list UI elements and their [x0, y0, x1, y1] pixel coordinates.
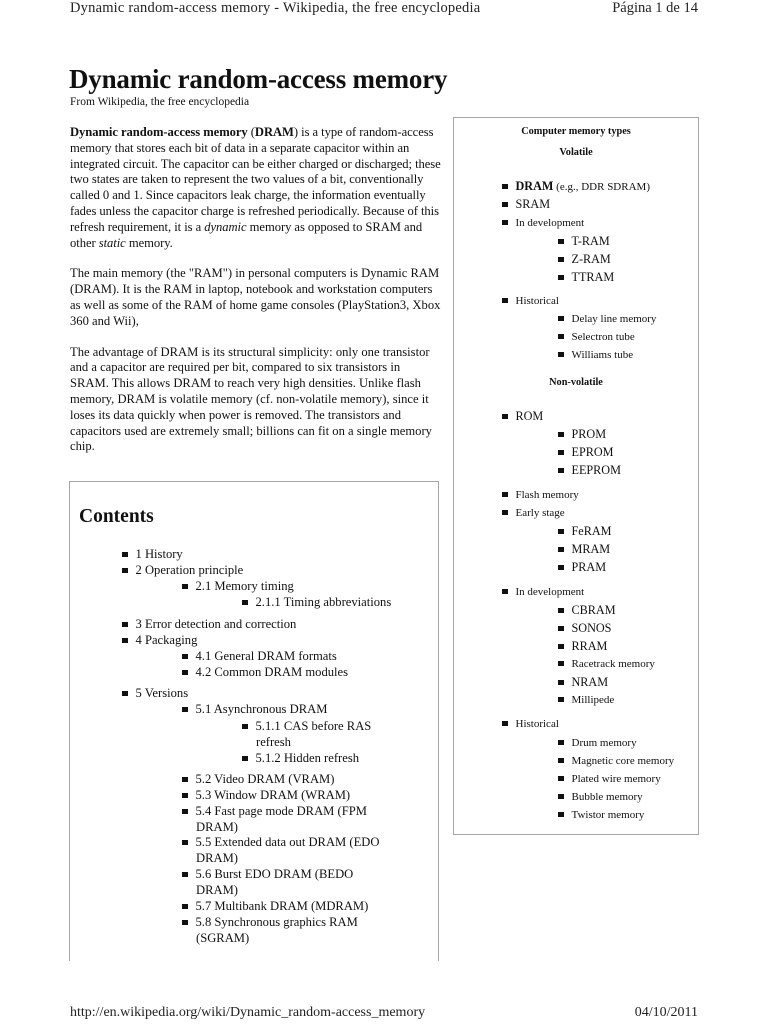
infobox-link-label: ROM [515, 409, 544, 423]
toc-link-label: 4.1 General DRAM formats [195, 649, 337, 663]
toc-link[interactable] [242, 719, 371, 735]
infobox-link-label: Williams tube [571, 349, 634, 361]
infobox-link[interactable] [558, 428, 606, 441]
infobox-link-label: Drum memory [571, 737, 637, 749]
toc-link-label: 5.2 Video DRAM (VRAM) [195, 772, 335, 786]
toc-link-label: 5.4 Fast page mode DRAM (FPM [195, 804, 367, 818]
toc-link-label: 5.1.1 CAS before RAS [255, 719, 372, 733]
infobox-title: Computer memory types [521, 126, 631, 137]
infobox-link-label: PRAM [571, 560, 607, 574]
infobox-group-label[interactable] [502, 507, 565, 520]
toc-link[interactable] [182, 702, 327, 718]
bullet-icon [502, 414, 508, 420]
toc-link[interactable] [182, 579, 294, 595]
intro-paragraph-3: The advantage of DRAM is its structural simplicity: only one transistor and a capacitor are required per bit, compared to six transistors in SRAM. This allows DRAM to reach very high densities. Unlike flash memory, DRAM is volatile memory (cf. non-volatile memory), since it loses its data quickly when power is removed. The transistors and capacitors used are extremely small; billions can fit on a single memory chip. [70, 344, 432, 454]
bullet-icon [558, 529, 564, 535]
bullet-icon [182, 654, 188, 660]
bullet-icon [558, 812, 564, 818]
text-run: ( [247, 125, 255, 139]
toc-link[interactable] [182, 665, 348, 681]
term-dram-abbr: DRAM [254, 125, 294, 139]
infobox-link-label-bold: DRAM [515, 179, 554, 193]
text-run: memory as opposed to SRAM and other [70, 219, 423, 250]
toc-link-continuation[interactable]: refresh [256, 735, 291, 749]
infobox-link-label: Bubble memory [571, 791, 643, 803]
bullet-icon [502, 184, 508, 190]
toc-link-label: 4 Packaging [135, 633, 198, 647]
bullet-icon [182, 777, 188, 783]
toc-link-label: 2 Operation principle [135, 563, 244, 577]
bullet-icon [502, 721, 508, 727]
infobox-link-label: Flash memory [515, 489, 579, 501]
bullet-icon [122, 622, 128, 628]
infobox-link[interactable] [558, 658, 655, 671]
infobox-link-label: Z-RAM [571, 252, 611, 266]
toc-link-continuation[interactable]: DRAM) [196, 883, 238, 897]
toc-link-continuation[interactable]: DRAM) [196, 820, 238, 834]
toc-link[interactable] [122, 617, 296, 633]
bullet-icon [122, 638, 128, 644]
infobox-link[interactable] [558, 561, 606, 574]
bullet-icon [558, 547, 564, 553]
bullet-icon [558, 316, 564, 322]
infobox-link[interactable] [558, 791, 643, 804]
infobox-link[interactable] [558, 235, 610, 248]
infobox-link-label: TTRAM [571, 270, 615, 284]
toc-link[interactable] [182, 772, 334, 788]
article-title: Dynamic random-access memory [69, 64, 448, 94]
bullet-icon [502, 202, 508, 208]
print-header-title: Dynamic random-access memory - Wikipedia, the free encyclopedia [70, 0, 481, 16]
bullet-icon [182, 920, 188, 926]
toc-link[interactable] [242, 595, 391, 611]
toc-link-label: 5.7 Multibank DRAM (MDRAM) [195, 899, 369, 913]
infobox-link-label: Selectron tube [571, 331, 635, 343]
infobox-group-label[interactable] [502, 718, 559, 731]
bullet-icon [558, 758, 564, 764]
toc-title: Contents [79, 506, 154, 527]
infobox-link-label: Twistor memory [571, 809, 645, 821]
bullet-icon [558, 626, 564, 632]
infobox-link[interactable] [558, 773, 661, 786]
infobox-link-label: EPROM [571, 445, 614, 459]
print-footer-url: http://en.wikipedia.org/wiki/Dynamic_random-access_memory [70, 1005, 426, 1020]
toc-link-label: 1 History [135, 547, 183, 561]
bullet-icon [558, 644, 564, 650]
bullet-icon [558, 450, 564, 456]
bullet-icon [558, 432, 564, 438]
infobox-link[interactable] [558, 543, 610, 556]
bullet-icon [558, 794, 564, 800]
infobox-link-label: Plated wire memory [571, 773, 661, 785]
bullet-icon [122, 691, 128, 697]
infobox-link[interactable] [558, 525, 611, 538]
bullet-icon [558, 334, 564, 340]
bullet-icon [242, 756, 248, 762]
infobox-link-label: SRAM [515, 197, 551, 211]
bullet-icon [558, 239, 564, 245]
bullet-icon [182, 584, 188, 590]
infobox-link[interactable] [558, 640, 607, 653]
bullet-icon [182, 840, 188, 846]
toc-link[interactable] [182, 899, 368, 915]
toc-link-continuation[interactable]: (SGRAM) [196, 931, 250, 945]
infobox-link[interactable] [558, 253, 611, 266]
table-of-contents [69, 481, 439, 961]
bullet-icon [242, 600, 248, 606]
toc-link[interactable] [242, 751, 359, 767]
infobox-link-label: NRAM [571, 675, 609, 689]
bullet-icon [182, 809, 188, 815]
toc-link-continuation[interactable]: DRAM) [196, 851, 238, 865]
bullet-icon [502, 492, 508, 498]
infobox-link-label: EEPROM [571, 463, 621, 477]
bullet-icon [558, 565, 564, 571]
toc-link-label: 5.8 Synchronous graphics RAM [195, 915, 358, 929]
infobox-link-label: Early stage [515, 507, 565, 519]
infobox-group-label[interactable] [502, 295, 559, 308]
infobox-link-label: Historical [515, 718, 559, 730]
toc-link[interactable] [182, 867, 353, 883]
infobox-heading-volatile[interactable]: Volatile [559, 147, 593, 158]
infobox-link[interactable] [502, 180, 650, 194]
toc-link-label: 3 Error detection and correction [135, 617, 297, 631]
intro-paragraph-2: The main memory (the "RAM") in personal computers is Dynamic RAM (DRAM). It is the RAM in laptop, notebook and workstation computers as well as some of the RAM of home game consoles (PlayStation3, Xbox 360 and Wii), [70, 266, 441, 328]
infobox-link[interactable] [558, 604, 616, 617]
infobox-link-label: Delay line memory [571, 313, 657, 325]
infobox-link[interactable] [558, 809, 644, 822]
toc-link[interactable] [182, 804, 367, 820]
bullet-icon [558, 697, 564, 703]
bullet-icon [122, 552, 128, 558]
toc-link-label: 5 Versions [135, 686, 189, 700]
bullet-icon [558, 661, 564, 667]
infobox-link-label: In development [515, 217, 585, 229]
bullet-icon [182, 793, 188, 799]
toc-link[interactable] [122, 633, 197, 649]
infobox-link[interactable] [558, 737, 637, 750]
infobox-link-label: SONOS [571, 621, 612, 635]
toc-link-label: 5.6 Burst EDO DRAM (BEDO [195, 867, 354, 881]
bullet-icon [502, 220, 508, 226]
infobox-link[interactable] [558, 464, 621, 477]
toc-link[interactable] [182, 788, 350, 804]
bullet-icon [558, 740, 564, 746]
toc-link[interactable] [122, 547, 183, 563]
text-run: memory. [125, 235, 173, 250]
infobox-link-label: MRAM [571, 542, 611, 556]
print-header-page-number: Página 1 de 14 [612, 0, 698, 16]
bullet-icon [182, 670, 188, 676]
infobox-link-label-suffix: (e.g., DDR SDRAM) [553, 181, 650, 193]
toc-link[interactable] [122, 686, 188, 702]
bullet-icon [182, 707, 188, 713]
toc-link-label: 5.3 Window DRAM (WRAM) [195, 788, 351, 802]
bullet-icon [558, 468, 564, 474]
infobox-link[interactable] [558, 446, 614, 459]
bullet-icon [558, 776, 564, 782]
infobox-link[interactable] [558, 694, 614, 707]
toc-link-label: 5.1.2 Hidden refresh [255, 751, 360, 765]
infobox-link[interactable] [558, 349, 633, 362]
infobox-link[interactable] [558, 271, 614, 284]
infobox-link-label: Racetrack memory [571, 658, 655, 670]
infobox-link-label: PROM [571, 427, 607, 441]
term-dram-full: Dynamic random-access memory [70, 125, 248, 139]
intro-paragraph-1 [70, 125, 442, 251]
infobox-link[interactable] [558, 313, 656, 326]
infobox-link-label: Historical [515, 295, 559, 307]
emphasis-static: static [98, 235, 126, 250]
bullet-icon [558, 680, 564, 686]
infobox-group-label[interactable] [502, 586, 584, 599]
bullet-icon [558, 608, 564, 614]
toc-link-label: 2.1 Memory timing [195, 579, 294, 593]
infobox-memory-types [453, 117, 699, 835]
bullet-icon [558, 257, 564, 263]
infobox-link[interactable] [558, 676, 608, 689]
infobox-link[interactable] [502, 198, 550, 211]
toc-link[interactable] [122, 563, 243, 579]
article-intro [70, 125, 442, 470]
article-subtitle: From Wikipedia, the free encyclopedia [70, 96, 250, 108]
infobox-link-label: Millipede [571, 694, 615, 706]
bullet-icon [502, 510, 508, 516]
infobox-link[interactable] [558, 331, 635, 344]
emphasis-dynamic: dynamic [204, 219, 247, 234]
bullet-icon [122, 568, 128, 574]
infobox-link-label: T-RAM [571, 234, 610, 248]
bullet-icon [558, 352, 564, 358]
bullet-icon [242, 724, 248, 730]
toc-link-label: 4.2 Common DRAM modules [195, 665, 349, 679]
infobox-link-label: In development [515, 586, 585, 598]
bullet-icon [558, 275, 564, 281]
infobox-link-label: RRAM [571, 639, 608, 653]
infobox-link[interactable] [558, 755, 674, 768]
infobox-link-label: FeRAM [571, 524, 612, 538]
toc-link-label: 2.1.1 Timing abbreviations [255, 595, 392, 609]
toc-link-label: 5.5 Extended data out DRAM (EDO [195, 835, 380, 849]
infobox-link-label: CBRAM [571, 603, 616, 617]
print-footer-date: 04/10/2011 [634, 1005, 698, 1020]
infobox-group-label[interactable] [502, 217, 584, 230]
toc-link[interactable] [182, 835, 379, 851]
bullet-icon [182, 904, 188, 910]
infobox-heading-nonvolatile[interactable]: Non-volatile [549, 377, 603, 388]
bullet-icon [182, 872, 188, 878]
infobox-link[interactable] [502, 489, 579, 502]
infobox-link-label: Magnetic core memory [571, 755, 675, 767]
infobox-link[interactable] [502, 410, 543, 423]
infobox-link[interactable] [558, 622, 611, 635]
text-run: ) is a type of random-access memory that stores each bit of data in a separate capacitor within an integrated circuit. The capacitor can be either charged or discharged; these two states are taken to represent the two values of a bit, conventionally called 0 and 1. Since capacitors leak charge, the information eventually fades unless the capacitor charge is refreshed periodically. Because of this refresh requirement, it is a [70, 125, 441, 234]
toc-link[interactable] [182, 649, 337, 665]
toc-link-label: 5.1 Asynchronous DRAM [195, 702, 328, 716]
bullet-icon [502, 298, 508, 304]
toc-link[interactable] [182, 915, 358, 931]
bullet-icon [502, 589, 508, 595]
